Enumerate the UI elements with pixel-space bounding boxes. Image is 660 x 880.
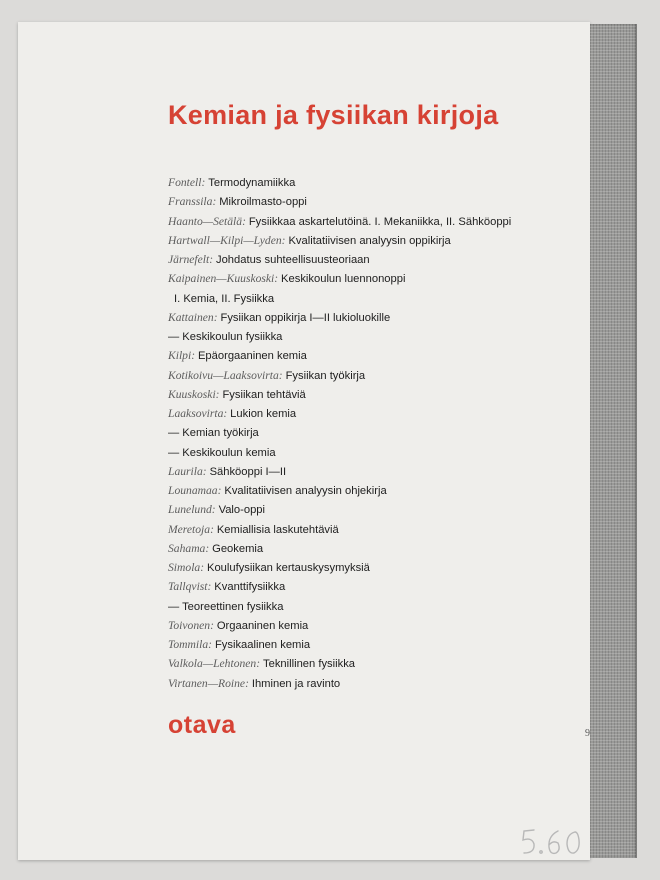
book-title: I. Kemia, II. Fysiikka [174,292,275,305]
author-name: Haanto—Setälä: [168,214,246,228]
publisher-logo: otava [168,711,236,739]
book-title: Kvanttifysiikka [214,581,286,594]
author-name: Meretoja: [168,522,214,536]
author-name: Hartwall—Kilpi—Lyden: [168,233,286,247]
list-item [168,250,511,269]
list-item [168,654,511,673]
book-title: — Keskikoulun kemia [168,446,276,459]
page-title: Kemian ja fysiikan kirjoja [168,100,499,130]
book-title: — Teoreettinen fysiikka [168,600,284,613]
list-item [168,597,511,616]
book-title: Epäorgaaninen kemia [197,350,307,363]
book-title: Valo-oppi [218,504,266,517]
book-title: Kvalitatiivisen analyysin ohjekirja [224,485,387,497]
author-name: Laaksovirta: [168,407,228,420]
author-name: Virtanen—Roine: [168,676,249,690]
list-item [168,481,511,500]
list-item [168,346,511,365]
book-title: Fysikaalinen kemia [214,639,311,651]
author-name: Kotikoivu—Laaksovirta: [168,368,283,382]
author-name: Kaipainen—Kuuskoski: [168,272,279,286]
book-title: — Keskikoulun fysiikka [168,331,283,343]
author-name: Laurila: [168,464,207,478]
list-item [168,385,511,404]
book-spine [590,24,637,858]
book-title: Fysiikan oppikirja I—II lukioluokille [220,311,391,324]
list-item [168,308,511,327]
book-title: Keskikoulun luennonoppi [281,273,406,286]
book-title: Kemiallisia laskutehtäviä [216,523,339,536]
book-title: Fysiikan tehtäviä [222,388,306,401]
list-item [168,500,511,519]
author-name: Järnefelt: [168,253,214,266]
author-name: Fontell: [168,176,206,189]
handwritten-price [518,826,588,862]
list-item [168,231,511,250]
back-cover [18,22,590,860]
author-name: Tallqvist: [168,580,212,594]
list-item [168,269,511,288]
list-item [168,289,511,308]
author-name: Sahama: [168,541,210,555]
list-item [168,212,511,231]
list-item [168,577,511,596]
author-name: Simola: [168,561,205,574]
list-item [168,404,511,423]
book-title: Koulufysiikan kertauskysymyksiä [206,562,370,574]
list-item [168,423,511,442]
book-title: Termodynamiikka [208,177,296,189]
book-title: Lukion kemia [230,408,297,420]
list-item [168,192,511,211]
author-name: Kilpi: [168,349,196,363]
book-title: Sähköoppi I—II [209,465,287,478]
book-title: Fysiikkaa askartelutöinä. I. Mekaniikka, II. Sähköoppi [248,215,512,228]
book-title: Teknillinen fysiikka [263,658,356,671]
book-title: Geokemia [212,542,264,555]
list-item [168,462,511,481]
list-item [168,674,511,693]
book-title: Kvalitatiivisen analyysin oppikirja [288,234,451,247]
author-name: Franssila: [168,195,217,209]
author-name: Kuuskoski: [168,387,220,401]
book-title: Mikroilmasto-oppi [219,196,307,209]
book-title: Johdatus suhteellisuusteoriaan [215,254,370,266]
author-name: Tommila: [168,638,213,651]
book-title: Fysiikan työkirja [285,369,366,382]
author-name: Toivonen: [168,618,214,632]
book-list [168,173,511,693]
author-name: Valkola—Lehtonen: [168,657,261,671]
list-item [168,443,511,462]
author-name: Lounamaa: [168,484,222,497]
book-title: Orgaaninen kemia [216,619,309,632]
list-item [168,327,511,346]
author-name: Kattainen: [168,310,218,324]
print-code: 9 [585,728,590,739]
list-item [168,539,511,558]
book-title: — Kemian työkirja [168,427,259,440]
list-item [168,366,511,385]
list-item [168,558,511,577]
list-item [168,520,511,539]
list-item [168,635,511,654]
author-name: Lunelund: [168,503,216,517]
book-title: Ihminen ja ravinto [251,677,341,690]
list-item [168,173,511,192]
list-item [168,616,511,635]
